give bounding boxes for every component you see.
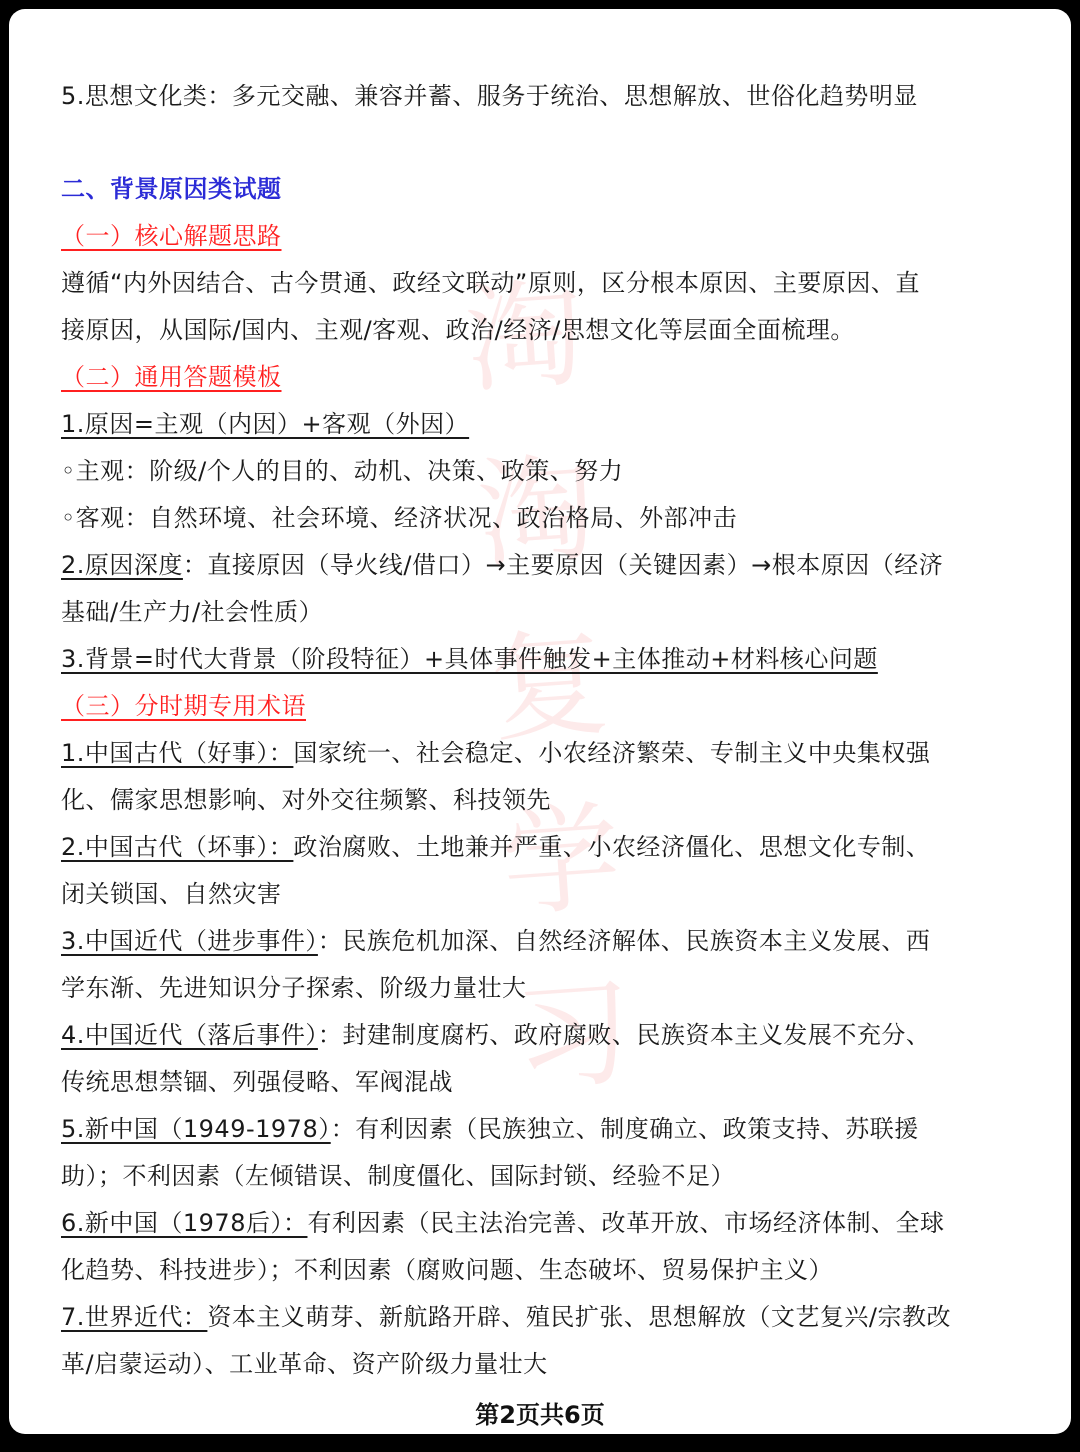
- subsection-title-3-text: （三）分时期专用术语: [61, 692, 306, 720]
- blank-line: [61, 120, 1021, 166]
- period-6-line-1: [61, 1200, 1021, 1247]
- period-4-label: 4.中国近代（落后事件）: [61, 1021, 318, 1049]
- subsection-title-3: [61, 683, 1021, 730]
- item-5-ideology-culture: 5.思想文化类：多元交融、兼容并蓄、服务于统治、思想解放、世俗化趋势明显: [61, 82, 918, 110]
- period-6-line-2: 化趋势、科技进步）；不利因素（腐败问题、生态破坏、贸易保护主义）: [61, 1256, 833, 1284]
- period-4-line-2: 传统思想禁锢、列强侵略、军阀混战: [61, 1068, 453, 1096]
- period-2-text: 政治腐败、土地兼并严重、小农经济僵化、思想文化专制、: [293, 833, 931, 861]
- subsection-title-2: [61, 354, 1021, 401]
- template-2-line-2: 基础/生产力/社会性质）: [61, 598, 324, 626]
- period-4-text: ：封建制度腐朽、政府腐败、民族资本主义发展不充分、: [317, 1021, 931, 1049]
- template-1-objective: ◦客观：自然环境、社会环境、经济状况、政治格局、外部冲击: [61, 504, 738, 532]
- subsection-title-1: [61, 213, 1021, 260]
- period-5-label: 5.新中国（1949-1978）: [61, 1115, 331, 1143]
- document-page: [9, 9, 1071, 1434]
- template-2-text: ：直接原因（导火线/借口）→主要原因（关键因素）→根本原因（经济: [182, 551, 944, 579]
- period-1-label: 1.中国古代（好事）：: [61, 739, 294, 767]
- subsection-title-2-text: （二）通用答题模板: [61, 363, 282, 391]
- core-approach-line-1: 遵循“内外因结合、古今贯通、政经文联动”原则，区分根本原因、主要原因、直: [61, 269, 920, 297]
- period-3-line-2: 学东渐、先进知识分子探索、阶级力量壮大: [61, 974, 527, 1002]
- watermark-char: 学: [497, 787, 625, 934]
- period-5-text: ：有利因素（民族独立、制度确立、政策支持、苏联援: [330, 1115, 919, 1143]
- period-6-label: 6.新中国（1978后）：: [61, 1209, 308, 1237]
- period-5-line-1: [61, 1106, 1021, 1153]
- core-approach-line-2: 接原因，从国际/国内、主观/客观、政治/经济/思想文化等层面全面梳理。: [61, 316, 855, 344]
- period-3-text: ：民族危机加深、自然经济解体、民族资本主义发展、西: [317, 927, 931, 955]
- template-2-line-1: [61, 542, 1021, 589]
- template-3-heading-text: 3.背景=时代大背景（阶段特征）+具体事件触发+主体推动+材料核心问题: [61, 645, 878, 673]
- template-1-subjective: ◦主观：阶级/个人的目的、动机、决策、政策、努力: [61, 457, 624, 485]
- template-3-heading: [61, 636, 1021, 683]
- period-2-line-2: 闭关锁国、自然灾害: [61, 880, 282, 908]
- period-7-text: 资本主义萌芽、新航路开辟、殖民扩张、思想解放（文艺复兴/宗教改: [207, 1303, 951, 1331]
- document-body: [61, 73, 1021, 1388]
- period-2-line-1: [61, 824, 1021, 871]
- watermark-char: 淘: [460, 263, 589, 410]
- template-1-heading-text: 1.原因=主观（内因）+客观（外因）: [61, 410, 470, 438]
- period-5-line-2: 助）；不利因素（左倾错误、制度僵化、国际封锁、经验不足）: [61, 1162, 735, 1190]
- period-4-line-1: [61, 1012, 1021, 1059]
- watermark-char: 复: [485, 613, 613, 759]
- period-1-text: 国家统一、社会稳定、小农经济繁荣、专制主义中央集权强: [293, 739, 931, 767]
- period-7-line-2: 革/启蒙运动）、工业革命、资产阶级力量壮大: [61, 1350, 548, 1378]
- period-2-label: 2.中国古代（坏事）：: [61, 833, 294, 861]
- period-3-line-1: [61, 918, 1021, 965]
- period-7-label: 7.世界近代：: [61, 1303, 208, 1331]
- template-1-heading: [61, 401, 1021, 448]
- period-6-text: 有利因素（民主法治完善、改革开放、市场经济体制、全球: [307, 1209, 945, 1237]
- period-7-line-1: [61, 1294, 1021, 1341]
- period-1-line-2: 化、儒家思想影响、对外交往频繁、科技领先: [61, 786, 551, 814]
- watermark-char: 淘: [473, 438, 601, 585]
- period-1-line-1: [61, 730, 1021, 777]
- watermark-char: 习: [509, 962, 638, 1109]
- period-3-label: 3.中国近代（进步事件）: [61, 927, 318, 955]
- page-number: 第2页共6页: [475, 1401, 605, 1429]
- section-title: 二、背景原因类试题: [61, 175, 282, 203]
- subsection-title-1-text: （一）核心解题思路: [61, 222, 282, 250]
- template-2-label: 2.原因深度: [61, 551, 183, 579]
